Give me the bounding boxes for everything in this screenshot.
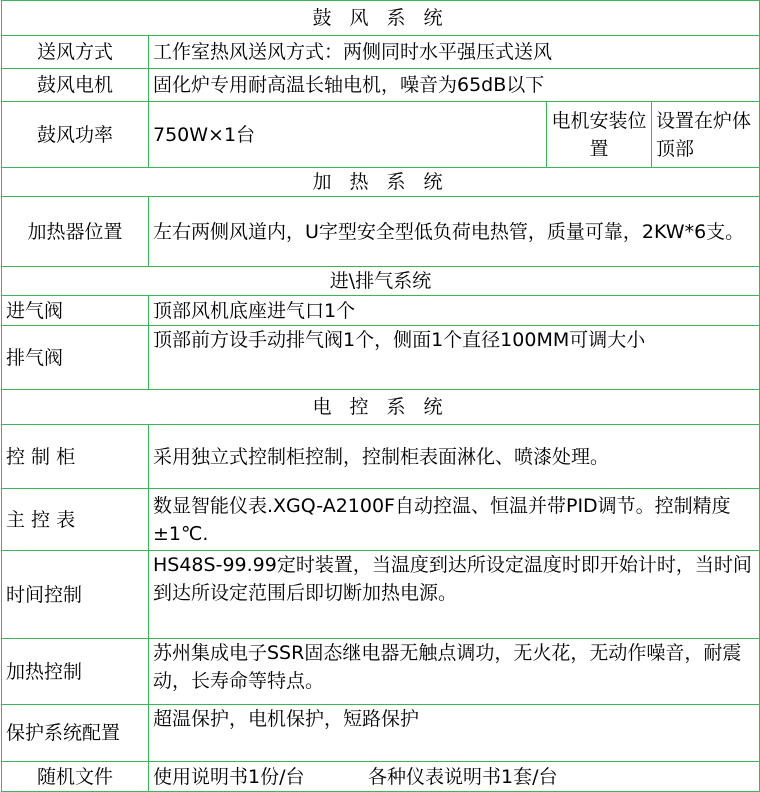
section-title-inout: 进\排气系统 xyxy=(2,267,760,296)
spec-table xyxy=(1,0,760,792)
section-row-heating xyxy=(2,168,760,197)
table-row xyxy=(2,762,760,792)
table-row xyxy=(2,102,760,168)
table-row xyxy=(2,197,760,267)
docs-value-instruments: 各种仪表说明书1套/台 xyxy=(368,765,558,788)
row-value: 固化炉专用耐高温长轴电机，噪音为65dB以下 xyxy=(149,69,760,102)
section-row-blower xyxy=(2,1,760,36)
row-sub-label: 电机安装位置 xyxy=(547,102,652,168)
row-label: 时间控制 xyxy=(2,551,149,639)
row-label: 鼓风功率 xyxy=(2,102,149,168)
row-label: 排气阀 xyxy=(2,326,149,390)
row-value: 超温保护，电机保护，短路保护 xyxy=(149,705,760,762)
row-label: 进气阀 xyxy=(2,296,149,326)
section-row-electric xyxy=(2,390,760,425)
row-value: 750W×1台 xyxy=(149,102,547,168)
row-label: 随机文件 xyxy=(2,762,149,792)
row-label: 鼓风电机 xyxy=(2,69,149,102)
table-row xyxy=(2,489,760,551)
row-value: HS48S-99.99定时装置，当温度到达所设定温度时即开始计时，当时间到达所设定范围后即切断加热电源。 xyxy=(149,551,760,639)
row-value: 采用独立式控制柜控制，控制柜表面淋化、喷漆处理。 xyxy=(149,425,760,489)
section-row-inout xyxy=(2,267,760,296)
section-title-blower: 鼓 风 系 统 xyxy=(2,1,760,36)
row-label: 送风方式 xyxy=(2,36,149,69)
row-value: 苏州集成电子SSR固态继电器无触点调功，无火花，无动作噪音，耐震动，长寿命等特点。 xyxy=(149,639,760,705)
table-row xyxy=(2,639,760,705)
row-label: 控 制 柜 xyxy=(2,425,149,489)
section-title-electric: 电 控 系 统 xyxy=(2,390,760,425)
table-row xyxy=(2,326,760,390)
row-value xyxy=(149,762,760,792)
row-value: 工作室热风送风方式：两侧同时水平强压式送风 xyxy=(149,36,760,69)
table-row xyxy=(2,551,760,639)
row-value: 顶部风机底座进气口1个 xyxy=(149,296,760,326)
row-value: 顶部前方设手动排气阀1个，侧面1个直径100MM可调大小 xyxy=(149,326,760,390)
table-row xyxy=(2,69,760,102)
table-row xyxy=(2,36,760,69)
table-row xyxy=(2,705,760,762)
row-sub-value: 设置在炉体顶部 xyxy=(652,102,760,168)
row-label: 主 控 表 xyxy=(2,489,149,551)
row-value: 数显智能仪表.XGQ-A2100F自动控温、恒温并带PID调节。控制精度±1℃. xyxy=(149,489,760,551)
table-row xyxy=(2,425,760,489)
section-title-heating: 加 热 系 统 xyxy=(2,168,760,197)
docs-value-manual: 使用说明书1份/台 xyxy=(153,765,305,788)
row-label: 加热器位置 xyxy=(2,197,149,267)
row-value: 左右两侧风道内，U字型安全型低负荷电热管，质量可靠，2KW*6支。 xyxy=(149,197,760,267)
row-label: 加热控制 xyxy=(2,639,149,705)
row-label: 保护系统配置 xyxy=(2,705,149,762)
table-row xyxy=(2,296,760,326)
